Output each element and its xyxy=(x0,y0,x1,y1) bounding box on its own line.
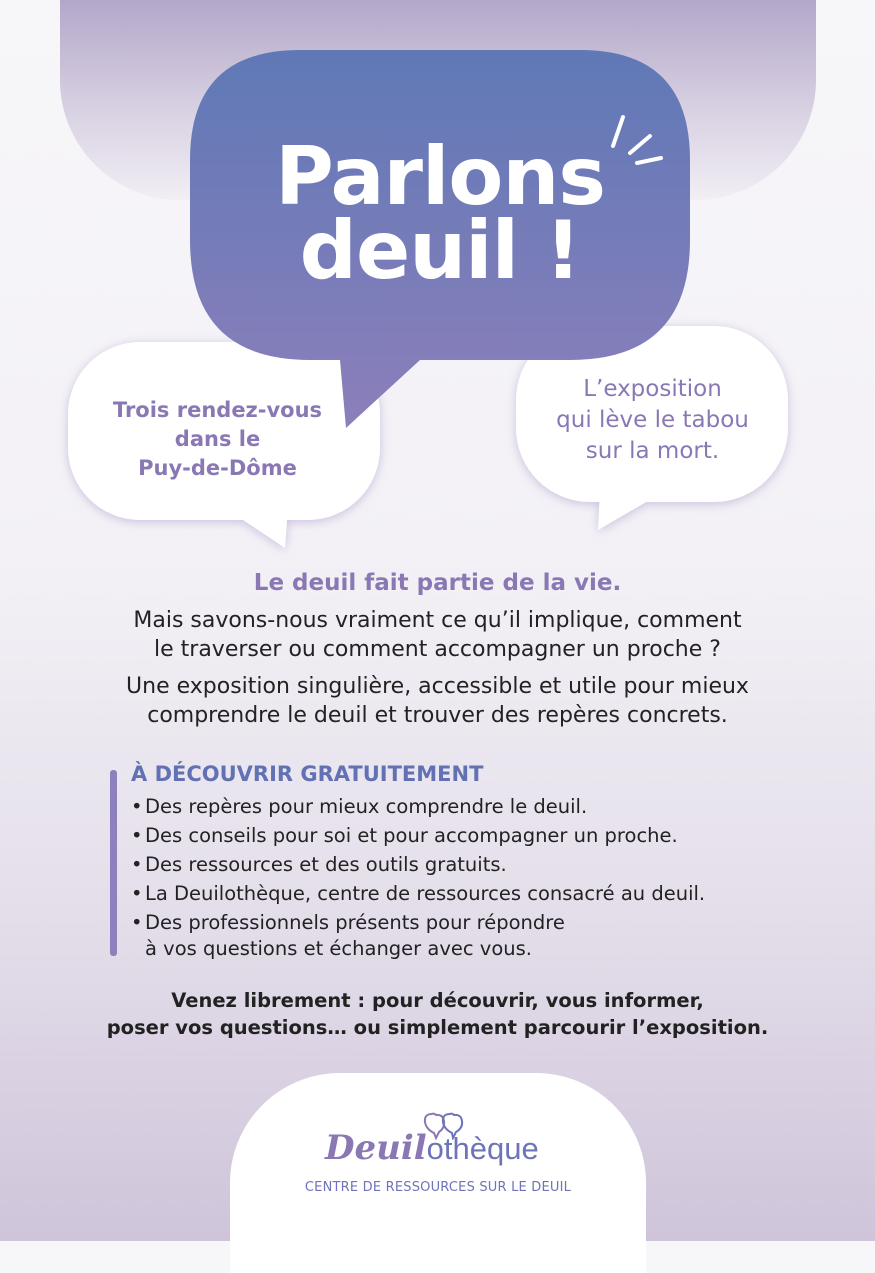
right-bubble-line-1: L’exposition xyxy=(583,376,722,402)
intro-paragraph-2 xyxy=(60,672,815,730)
list-item xyxy=(131,879,811,908)
bullet-icon: • xyxy=(131,911,143,934)
bullet-icon: • xyxy=(131,795,143,818)
discover-list xyxy=(131,792,811,962)
list-item-text: Des conseils pour soi et pour accompagner un proche. xyxy=(145,824,678,847)
list-item-text: Des repères pour mieux comprendre le deuil. xyxy=(145,795,588,818)
intro-paragraph-1 xyxy=(60,606,815,664)
list-item-text: La Deuilothèque, centre de ressources consacré au deuil. xyxy=(145,882,706,905)
bullet-icon: • xyxy=(131,853,143,876)
list-item xyxy=(131,910,811,962)
discover-accent-bar xyxy=(110,770,117,956)
list-item xyxy=(131,850,811,879)
list-item xyxy=(131,821,811,850)
left-bubble-line-2: dans le xyxy=(174,427,261,451)
bullet-icon: • xyxy=(131,824,143,847)
title-line-2: deuil ! xyxy=(299,204,581,297)
logo-tagline: CENTRE DE RESSOURCES SUR LE DEUIL xyxy=(304,1180,572,1195)
left-bubble-line-1: Trois rendez-vous xyxy=(112,398,323,422)
intro-paragraph-2-line-2: comprendre le deuil et trouver des repères concrets. xyxy=(147,703,728,728)
closing-statement xyxy=(40,987,835,1041)
logo-name-part-1: Deuil xyxy=(325,1128,427,1168)
list-item-text-line-1: Des professionnels présents pour répondre xyxy=(145,911,565,934)
logo-name-part-2: othèque xyxy=(426,1131,539,1166)
lead-heading: Le deuil fait partie de la vie. xyxy=(253,570,622,596)
list-item-text-line-2: à vos questions et échanger avec vous. xyxy=(145,937,532,960)
page-title xyxy=(190,130,690,297)
left-bubble-line-3: Puy-de-Dôme xyxy=(138,456,297,480)
right-bubble-line-2: qui lève le tabou xyxy=(556,407,749,433)
closing-line-1: Venez librement : pour découvrir, vous informer, xyxy=(171,989,704,1012)
closing-line-2: poser vos questions… ou simplement parcourir l’exposition. xyxy=(106,1016,769,1039)
intro-paragraph-1-line-2: le traverser ou comment accompagner un proche ? xyxy=(154,637,721,662)
right-bubble-text xyxy=(530,374,775,467)
discover-heading: À DÉCOUVRIR GRATUITEMENT xyxy=(131,762,484,786)
bullet-icon: • xyxy=(131,882,143,905)
intro-paragraph-2-line-1: Une exposition singulière, accessible et utile pour mieux xyxy=(126,674,749,699)
title-line-1: Parlons xyxy=(275,130,605,223)
right-bubble-line-3: sur la mort. xyxy=(585,438,720,464)
logo-wordmark xyxy=(325,1128,539,1169)
list-item xyxy=(131,792,811,821)
intro-paragraph-1-line-1: Mais savons-nous vraiment ce qu’il implique, comment xyxy=(133,608,742,633)
logo-card xyxy=(230,1073,646,1273)
left-bubble-text xyxy=(90,396,345,483)
list-item-text: Des ressources et des outils gratuits. xyxy=(145,853,507,876)
